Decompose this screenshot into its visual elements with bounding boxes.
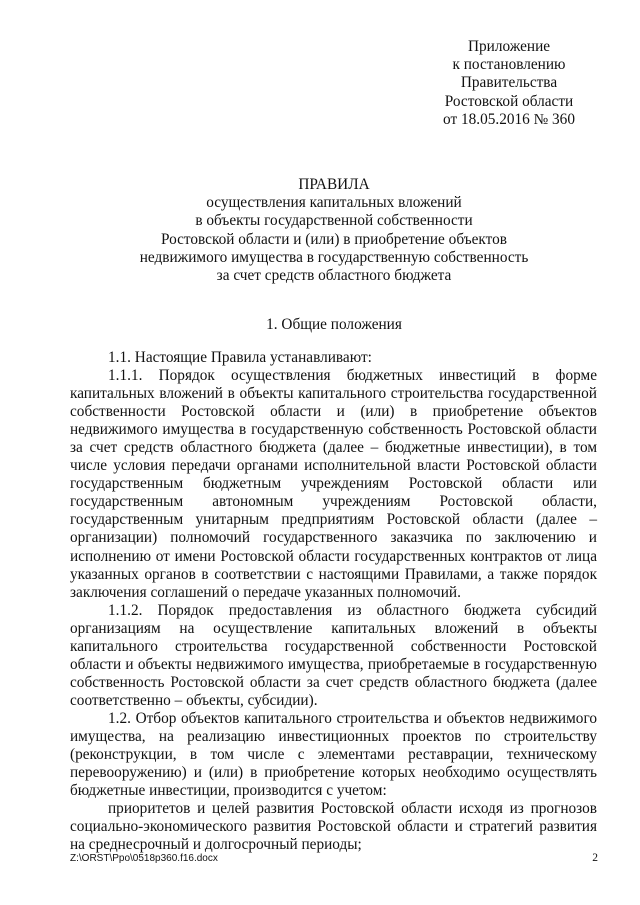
title-line: в объекты государственной собственности: [195, 212, 473, 230]
title-heading: ПРАВИЛА: [298, 176, 370, 193]
paragraph: 1.1. Настоящие Правила устанавливают:: [108, 349, 372, 366]
appendix-block: [420, 38, 598, 129]
page-number: 2: [592, 852, 598, 864]
appendix-line: Ростовской области: [444, 92, 574, 110]
document-title: [60, 176, 608, 285]
appendix-line: к постановлению: [452, 56, 566, 74]
paragraph: приоритетов и целей развития Ростовской области исходя из прогнозов социально-экономического развития Ростовской области и стратегий развития на среднесрочный и долгосрочный периоды;: [70, 800, 597, 854]
appendix-line: от 18.05.2016 № 360: [443, 110, 575, 128]
section-heading: 1. Общие положения: [266, 316, 402, 333]
title-line: Ростовской области и (или) в приобретение объектов: [160, 230, 508, 248]
title-line: за счет средств областного бюджета: [216, 267, 452, 285]
paragraph: 1.1.2. Порядок предоставления из областного бюджета субсидий организациям на осуществление капитальных вложений в объекты капитального строительства государственной собственности Ростовской области и объекты недвижимого имущества, приобретаемые в государственную собственность Ростовской области за счет средств областного бюджета (далее соответственно – объекты, субсидии).: [70, 601, 597, 709]
paragraph: 1.2. Отбор объектов капитального строительства и объектов недвижимого имущества, на реализацию инвестиционных проектов по строительству (реконструкции, в том числе с элементами реставрации, техническому перевооружению) и (или) в приобретение которых необходимо осуществлять бюджетные инвестиции, производится с учетом:: [70, 709, 597, 800]
body-text: [70, 349, 597, 854]
appendix-line: Приложение: [467, 38, 551, 55]
title-line: осуществления капитальных вложений: [206, 194, 462, 212]
title-line: недвижимого имущества в государственную собственность: [139, 248, 529, 266]
footer-file-path: Z:\ORST\Ppo\0518p360.f16.docx: [70, 853, 218, 864]
appendix-line: Правительства: [460, 74, 558, 92]
paragraph: 1.1.1. Порядок осуществления бюджетных инвестиций в форме капитальных вложений в объекты капитального строительства государственной собственности Ростовской области и (или) в приобретение объектов недвижимого имущества в государственную собственность Ростовской области за счет средств областного бюджета (далее – бюджетные инвестиции), в том числе условия передачи органами исполнительной власти Ростовской области государственным бюджетным учреждениям Ростовской области или государственным автономным учреждениям Ростовской области, государственным унитарным предприятиям Ростовской области (далее – организации) полномочий государственного заказчика по заключению и исполнению от имени Ростовской области государственных контрактов от лица указанных органов в соответствии с настоящими Правилами, а также порядок заключения соглашений о передаче указанных полномочий.: [70, 367, 597, 601]
